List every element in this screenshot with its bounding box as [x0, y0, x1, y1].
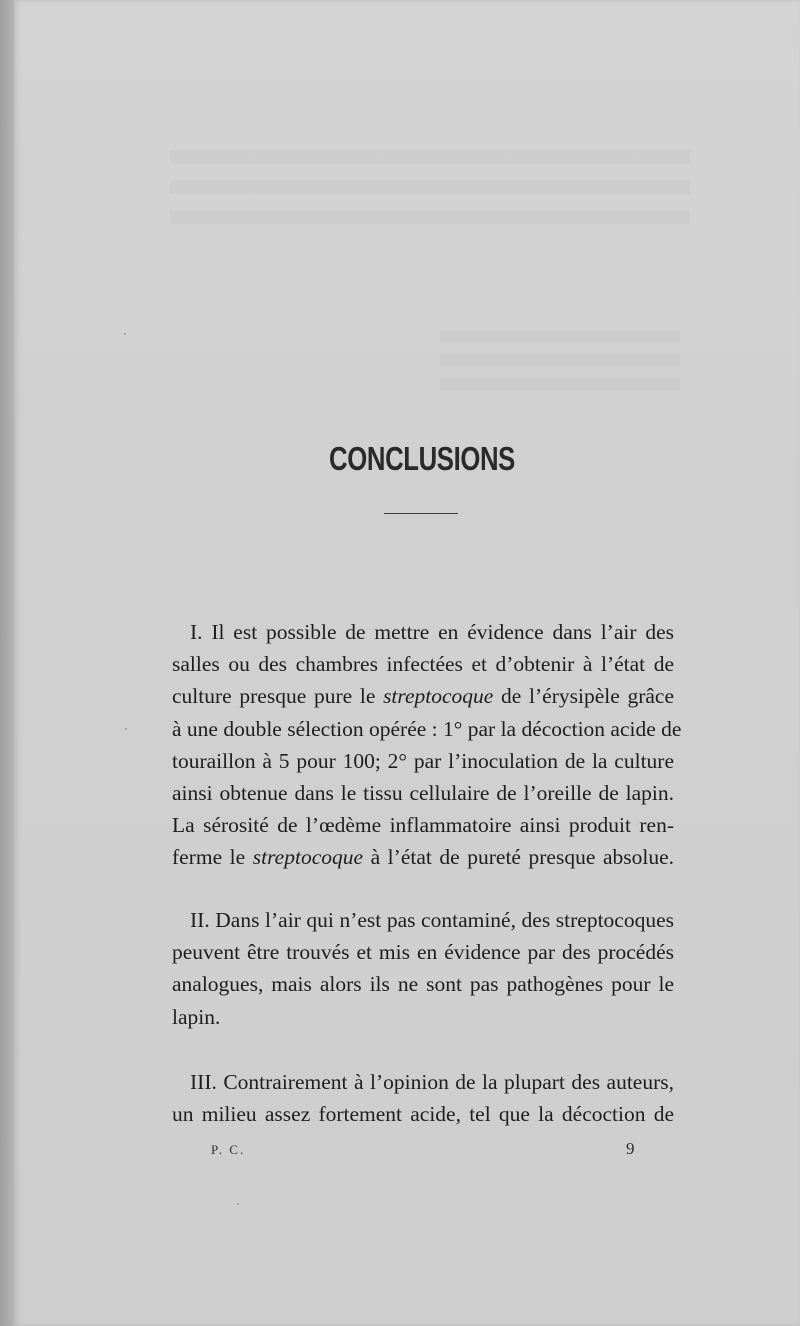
paper-speck [124, 333, 126, 335]
text-line: III. Contrairement à l’opinion de la plupart des auteurs, [190, 1070, 674, 1094]
conclusion-paragraph-2 [172, 904, 674, 1033]
conclusion-paragraph-3 [172, 1066, 674, 1130]
page-title: CONCLUSIONS [329, 440, 515, 477]
paper-speck [125, 728, 127, 730]
text-line: un milieu assez fortement acide, tel que la décoction de [172, 1102, 674, 1127]
text-line: I. Il est possible de mettre en évidence dans l’air des [190, 620, 674, 644]
text-line: ainsi obtenue dans le tissu cellulaire de l’oreille de lapin. [172, 781, 674, 806]
show-through-smudge [170, 150, 690, 240]
text-line: analogues, mais alors ils ne sont pas pathogènes pour le [172, 972, 674, 997]
text-line: touraillon à 5 pour 100; 2° par l’inoculation de la culture [172, 748, 674, 773]
text-line: lapin. [172, 1004, 221, 1029]
page-number: 9 [626, 1139, 635, 1158]
text-line: peuvent être trouvés et mis en évidence par des procédés [172, 940, 674, 965]
text-line: La sérosité de l’œdème inflammatoire ainsi produit ren- [172, 813, 674, 838]
show-through-smudge [440, 330, 680, 390]
text-line: ferme le streptocoque à l’état de pureté presque absolue. [172, 845, 674, 870]
text-line: culture presque pure le streptocoque de l’érysipèle grâce [172, 684, 674, 709]
conclusion-paragraph-1 [172, 616, 682, 874]
text-line: salles ou des chambres infectées et d’obtenir à l’état de [172, 652, 674, 677]
text-line: à une double sélection opérée : 1° par la décoction acide de [172, 716, 682, 741]
paper-speck [237, 1203, 239, 1205]
title-divider [384, 513, 458, 514]
signature-mark: P. C. [211, 1142, 246, 1157]
text-line: II. Dans l’air qui n’est pas contaminé, des streptocoques [190, 908, 674, 932]
